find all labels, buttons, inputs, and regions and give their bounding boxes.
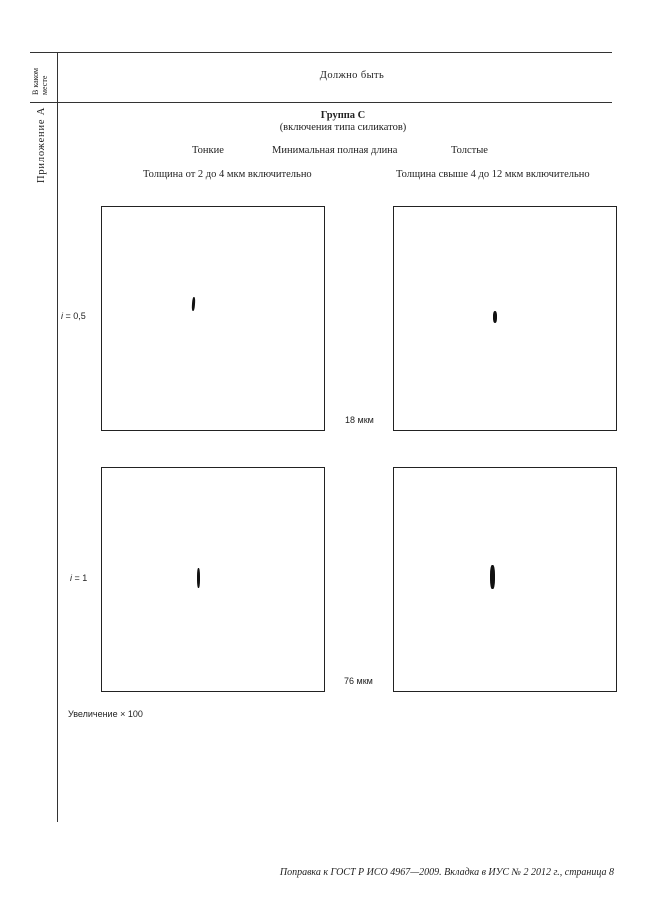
- row-length-label: 18 мкм: [345, 415, 374, 425]
- section-label: Приложение А: [36, 106, 47, 183]
- column-thick: Толстые: [451, 145, 488, 156]
- group-subtitle: (включения типа силикатов): [279, 122, 407, 133]
- magnification-label: Увеличение × 100: [68, 709, 143, 719]
- micrograph-thin-row1: [101, 206, 325, 431]
- header-bottom-rule: [30, 102, 612, 103]
- micrograph-thick-row2: [393, 467, 617, 692]
- column-min-length: Минимальная полная длина: [272, 145, 398, 156]
- location-label: В каком месте: [31, 67, 49, 95]
- group-title: Группа С: [320, 110, 366, 121]
- thick-range-label: Толщина свыше 4 до 12 мкм включительно: [396, 169, 590, 180]
- margin-vertical-rule: [57, 52, 58, 822]
- row-length-label: 76 мкм: [344, 676, 373, 686]
- micrograph-thick-row1: [393, 206, 617, 431]
- thin-range-label: Толщина от 2 до 4 мкм включительно: [143, 169, 312, 180]
- header-top-rule: [30, 52, 612, 53]
- inclusion-mark: [192, 297, 196, 311]
- column-thin: Тонкие: [192, 145, 224, 156]
- micrograph-thin-row2: [101, 467, 325, 692]
- row-index-label: i = 0,5: [61, 311, 86, 321]
- inclusion-mark: [197, 568, 200, 588]
- row-index-label: i = 1: [70, 573, 88, 583]
- footer-note: Поправка к ГОСТ Р ИСО 4967—2009. Вкладка в ИУС № 2 2012 г., страница 8: [279, 867, 614, 878]
- should-be-heading: Должно быть: [319, 70, 385, 81]
- inclusion-mark: [490, 565, 495, 589]
- inclusion-mark: [493, 311, 497, 323]
